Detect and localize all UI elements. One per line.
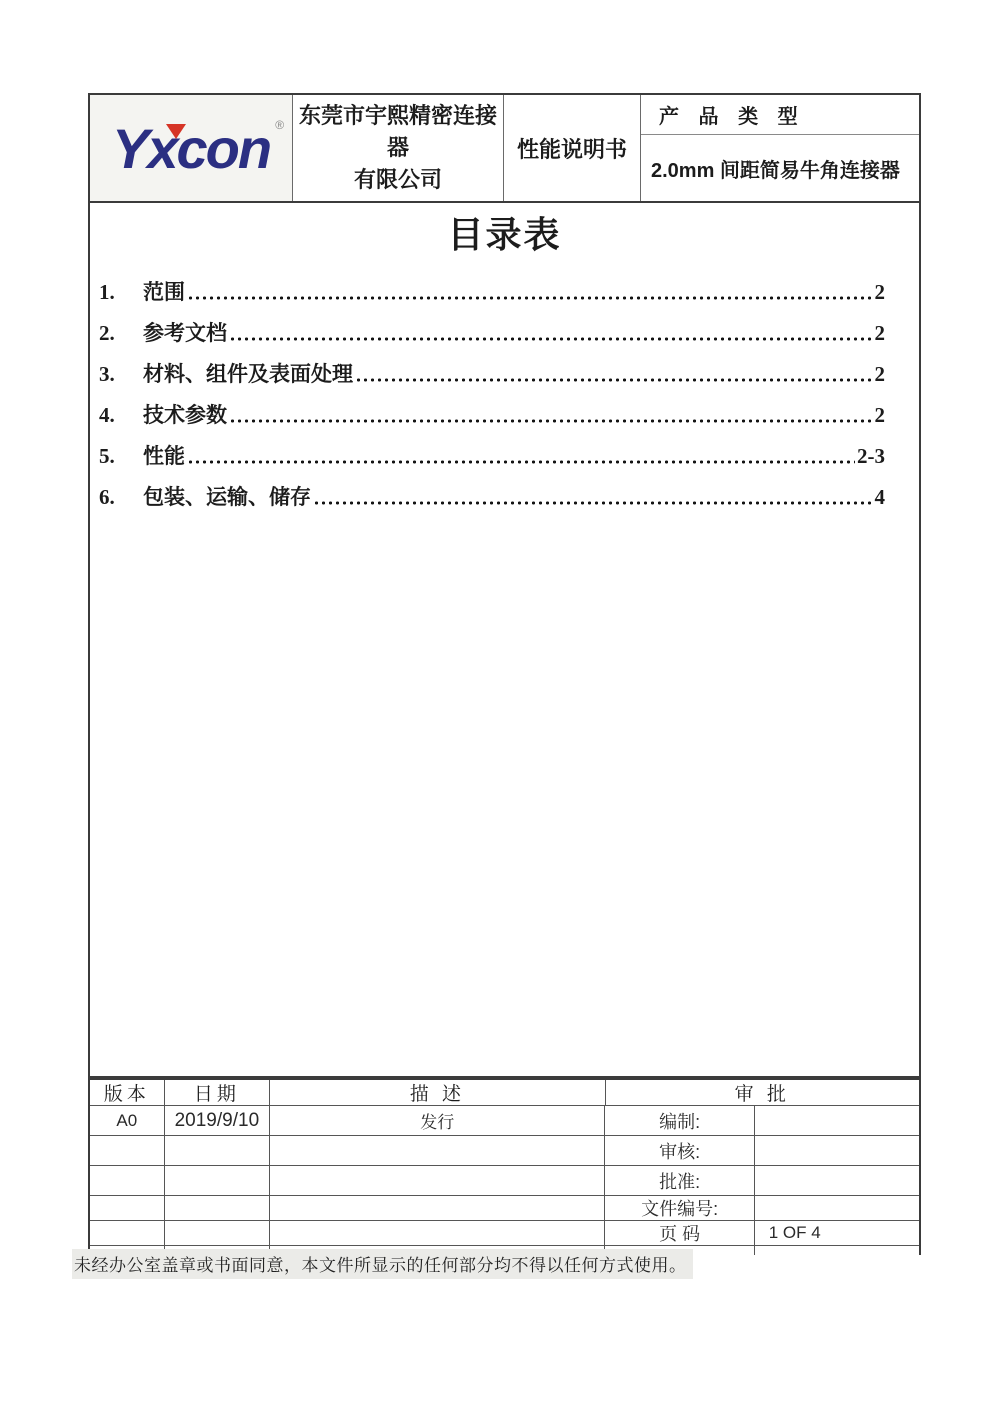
toc-dot-leader <box>229 416 873 425</box>
toc-entry-page: 2 <box>874 362 885 386</box>
registered-trademark-icon: ® <box>275 117 285 132</box>
toc-dot-leader <box>187 293 873 302</box>
rev-version-cell <box>90 1196 164 1220</box>
toc-entry-page: 2 <box>874 321 885 345</box>
logo-triangle-icon <box>166 124 186 139</box>
toc-box <box>88 203 921 1078</box>
company-name-line1: 东莞市宇熙精密连接器 <box>298 103 497 161</box>
toc-entry <box>90 387 919 428</box>
page-title: 目录表 <box>447 215 562 255</box>
rev-description-cell: 发行 <box>269 1106 604 1135</box>
toc-entry-label: 包装、运输、储存 <box>143 485 311 509</box>
doc-type: 性能说明书 <box>503 95 640 201</box>
toc-dot-leader <box>355 375 873 384</box>
toc-entry-label: 性能 <box>143 444 185 468</box>
rev-header-version: 版本 <box>103 1084 150 1105</box>
toc-entry-label: 材料、组件及表面处理 <box>143 362 353 386</box>
toc-entry-number: 3. <box>99 362 115 386</box>
toc-entry <box>90 428 919 469</box>
table-row <box>90 1105 919 1135</box>
toc-entry <box>90 305 919 346</box>
rev-approval-label-cell: 编制: <box>604 1106 753 1135</box>
logo-text: Yxcon <box>111 116 271 180</box>
rev-version-cell <box>90 1221 164 1245</box>
toc-entry-page: 2-3 <box>857 444 885 468</box>
rev-description-cell <box>269 1166 604 1195</box>
rev-header-description: 描 述 <box>269 1080 604 1105</box>
product-type-label: 产 品 类 型 <box>641 95 919 135</box>
toc-entry-number: 5. <box>99 444 115 468</box>
revision-table-header-row <box>90 1080 919 1105</box>
toc-entry-page: 2 <box>874 403 885 427</box>
company-logo <box>111 116 285 181</box>
rev-approval-label-cell: 页 码 <box>604 1221 753 1245</box>
rev-date-cell <box>164 1136 269 1165</box>
toc-entry-page: 2 <box>874 280 885 304</box>
rev-approval-label-cell: 文件编号: <box>604 1196 753 1220</box>
toc-list <box>90 264 919 510</box>
rev-approval-value-cell: 1 OF 4 <box>754 1221 919 1245</box>
table-row <box>90 1135 919 1165</box>
toc-entry-number: 1. <box>99 280 115 304</box>
rev-date-cell <box>164 1196 269 1220</box>
rev-version-cell: A0 <box>116 1110 138 1130</box>
toc-entry <box>90 346 919 387</box>
stub-cell <box>754 1246 919 1255</box>
toc-entry-number: 2. <box>99 321 115 345</box>
toc-dot-leader <box>313 498 873 507</box>
rev-approval-value-cell <box>754 1106 919 1135</box>
rev-description-cell <box>269 1221 604 1245</box>
table-row <box>90 1220 919 1245</box>
logo-cell <box>90 95 292 201</box>
company-name-line2: 有限公司 <box>353 166 442 192</box>
toc-entry <box>90 264 919 305</box>
toc-entry-label: 技术参数 <box>143 403 227 427</box>
rev-description-cell <box>269 1196 604 1220</box>
table-row <box>90 1195 919 1220</box>
rev-version-cell <box>90 1166 164 1195</box>
toc-entry-label: 范围 <box>143 280 185 304</box>
rev-date-cell <box>164 1166 269 1195</box>
rev-approval-value-cell <box>754 1166 919 1195</box>
rev-date-cell <box>164 1221 269 1245</box>
toc-entry-number: 6. <box>99 485 115 509</box>
footer-disclaimer: 未经办公室盖章或书面同意，本文件所显示的任何部分均不得以任何方式使用。 <box>72 1249 693 1279</box>
toc-dot-leader <box>229 334 873 343</box>
rev-description-cell <box>269 1136 604 1165</box>
product-type-value: 2.0mm 间距简易牛角连接器 <box>651 159 900 182</box>
rev-approval-label-cell: 批准: <box>604 1166 753 1195</box>
toc-entry-page: 4 <box>874 485 885 509</box>
rev-header-approval: 审 批 <box>605 1080 919 1105</box>
company-name <box>292 95 503 201</box>
product-type-cell <box>640 95 919 201</box>
rev-date-cell: 2019/9/10 <box>164 1106 269 1135</box>
toc-entry <box>90 469 919 510</box>
toc-entry-number: 4. <box>99 403 115 427</box>
table-row <box>90 1165 919 1195</box>
rev-approval-value-cell <box>754 1196 919 1220</box>
rev-version-cell <box>90 1136 164 1165</box>
rev-approval-label-cell: 审核: <box>604 1136 753 1165</box>
rev-approval-value-cell <box>754 1136 919 1165</box>
toc-dot-leader <box>187 457 855 466</box>
rev-header-date: 日期 <box>164 1080 270 1105</box>
toc-entry-label: 参考文档 <box>143 321 227 345</box>
revision-table <box>88 1078 921 1255</box>
header-table <box>88 93 921 203</box>
